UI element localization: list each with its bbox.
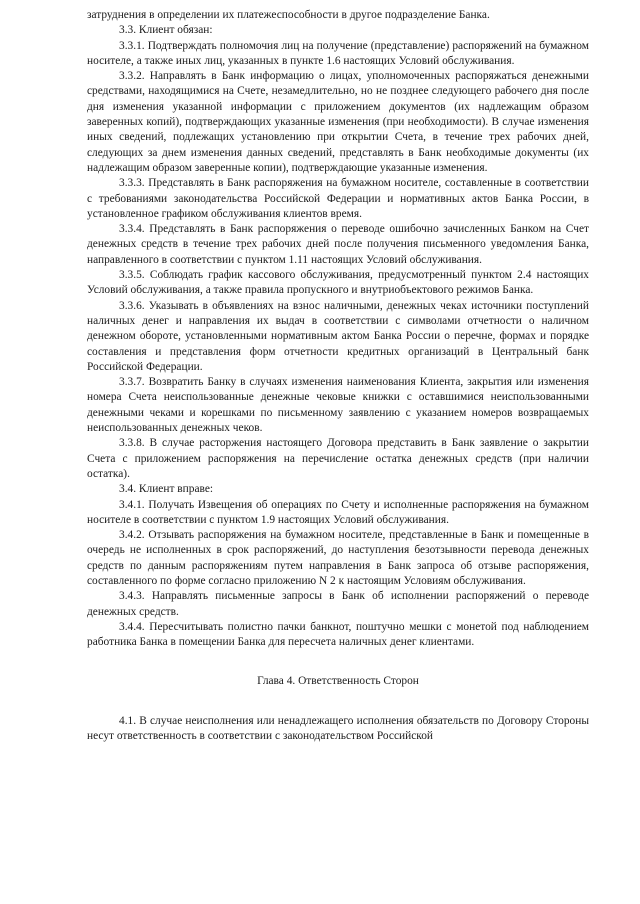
clause-3-4-3: 3.4.3. Направлять письменные запросы в Банк об исполнении распоряжений о переводе денежных средств.: [87, 590, 589, 618]
clause-4-1: 4.1. В случае неисполнения или ненадлежащего исполнения обязательств по Договору Стороны несут ответственность в соответствии с законодательством Российской: [87, 714, 589, 743]
clause-3-4-4: 3.4.4. Пересчитывать полистно пачки банкнот, поштучно мешки с монетой под наблюдением работника Банка в помещении Банка для пересчета наличных денег клиентами.: [87, 620, 589, 649]
clause-3-3-5: 3.3.5. Соблюдать график кассового обслуживания, предусмотренный пунктом 2.4 настоящих Условий обслуживания, а также правила пропускного и внутриобъектового режимов Банка.: [87, 269, 589, 297]
section-3-4-title: 3.4. Клиент вправе:: [119, 483, 214, 496]
clause-3-4-1: 3.4.1. Получать Извещения об операциях по Счету и исполненные распоряжения на бумажном носителе в соответствии с пунктом 1.9 настоящих Условий обслуживания.: [87, 498, 589, 526]
clause-3-3-1: 3.3.1. Подтверждать полномочия лиц на получение (представление) распоряжений на бумажном носителе, а также иных лиц, указанных в пункте 1.6 настоящих Условий обслуживания.: [87, 39, 589, 67]
clause-3-3-4: 3.3.4. Представлять в Банк распоряжения о переводе ошибочно зачисленных Банком на Счет денежных средств в течение трех рабочих дней после получения письменного уведомления Банка, направленного в соответствии с пунктом 1.11 настоящих Условий обслуживания.: [87, 223, 589, 266]
chapter-4-heading: Глава 4. Ответственность Сторон: [257, 675, 419, 688]
clause-3-4-2: 3.4.2. Отзывать распоряжения на бумажном носителе, представленные в Банк и помещенные в очередь не исполненных в срок распоряжений, до наступления безотзывности перевода денежных средств по данным распоряжениям путем направления в Банк запроса об отзыве распоряжения, составленного по форме согласно приложению N 2 к настоящим Условиям обслуживания.: [87, 529, 589, 587]
clause-3-3-6: 3.3.6. Указывать в объявлениях на взнос наличными, денежных чеках источники поступлений наличных денег и направления их выдач в соответствии с символами отчетности о наличном денежном обороте, установленными нормативным актом Банка России о перечне, формах и порядке составления и представления форм отчетности кредитных организаций в Центральный банк Российской Федерации.: [87, 299, 589, 373]
clause-3-3-2: 3.3.2. Направлять в Банк информацию о лицах, уполномоченных распоряжаться денежными средствами, находящимися на Счете, незамедлительно, но не позднее следующего рабочего дня после дня изменения указанной информации с приложением документов (их надлежащим образом заверенных копий), подтверждающих указанные изменения (при необходимости). В случае изменения иных сведений, подлежащих установлению при открытии Счета, в течение трех рабочих дней, следующих за днем изменения данных сведений, представлять в Банк необходимые документы (их надлежащим образом заверенные копии), подтверждающие указанные изменения.: [87, 70, 589, 174]
clause-3-3-3: 3.3.3. Представлять в Банк распоряжения на бумажном носителе, составленные в соответствии с требованиями законодательства Российской Федерации и нормативных актов Банка России, в установленное графиком обслуживания клиентов время.: [87, 177, 589, 220]
clause-3-3-8: 3.3.8. В случае расторжения настоящего Договора представить в Банк заявление о закрытии Счета с приложением распоряжения на перечисление остатка денежных средств (при наличии остатка).: [87, 437, 589, 480]
paragraph-continuation: затруднения в определении их платежеспособности в другое подразделение Банка.: [87, 9, 490, 21]
section-3-3-title: 3.3. Клиент обязан:: [119, 24, 213, 37]
document-page: [87, 8, 589, 744]
clause-3-3-7: 3.3.7. Возвратить Банку в случаях изменения наименования Клиента, закрытия или изменения номера Счета неиспользованные денежные чековые книжки с оставшимися неиспользованными денежными чеками и корешками по письменному заявлению с указанием номеров возвращаемых неиспользованных денежных чеков.: [87, 376, 589, 435]
